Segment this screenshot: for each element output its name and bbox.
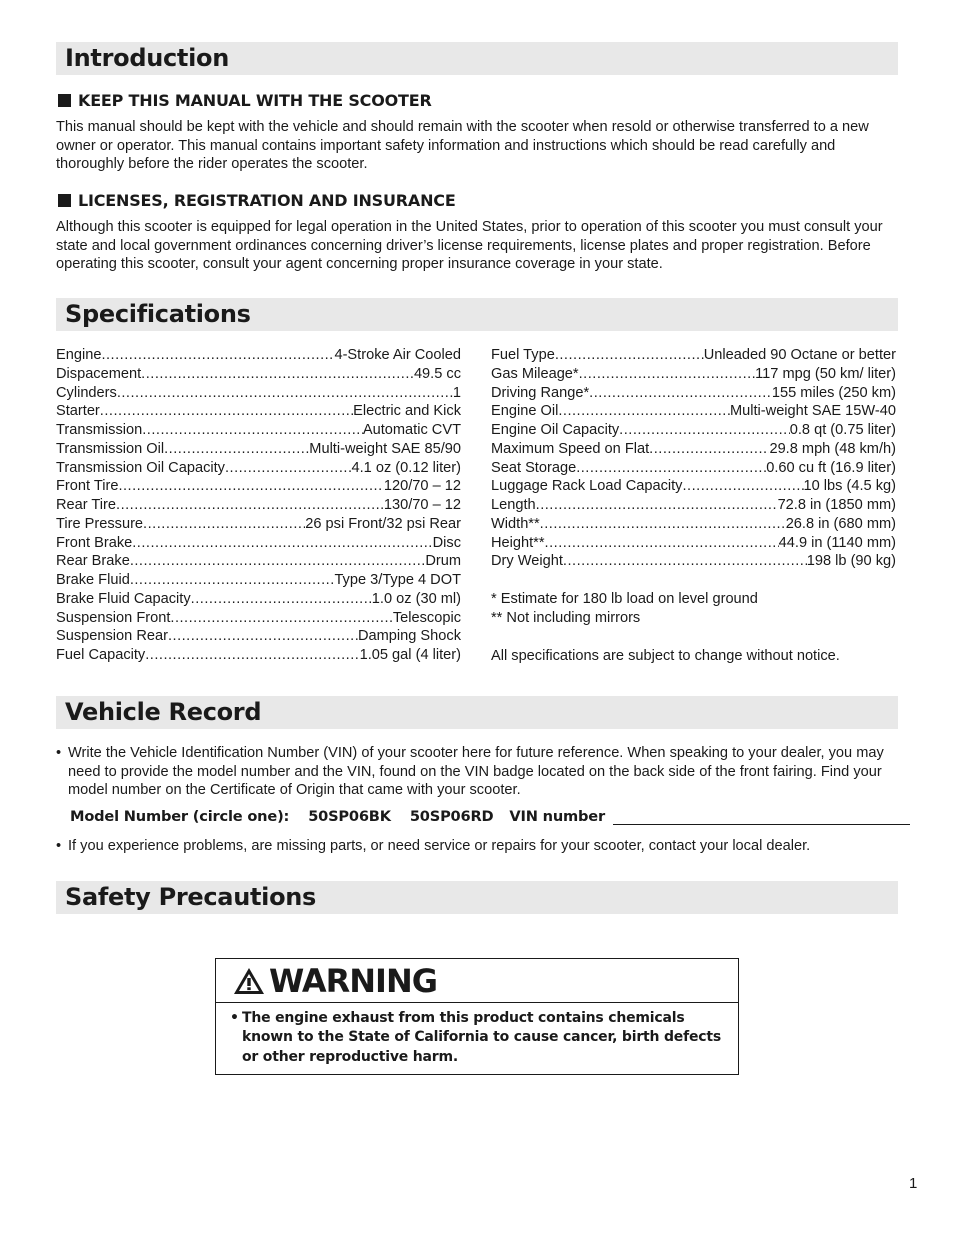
spec-row <box>491 402 896 421</box>
spec-leader-dots <box>117 384 453 403</box>
spec-value: Disc <box>432 534 461 551</box>
spec-label: Suspension Rear <box>56 628 168 645</box>
spec-row <box>56 609 461 628</box>
warning-box <box>215 958 739 1075</box>
bullet-glyph: • <box>56 838 62 854</box>
spec-leader-dots <box>563 552 807 571</box>
spec-label: Engine Oil <box>491 403 559 420</box>
spec-row <box>56 365 461 384</box>
spec-value: 120/70 – 12 <box>383 478 461 495</box>
spec-value: 155 miles (250 km) <box>771 384 896 401</box>
spec-leader-dots <box>545 534 779 553</box>
spec-leader-dots <box>589 384 772 403</box>
spec-row <box>491 534 896 553</box>
spec-value: Type 3/Type 4 DOT <box>334 572 461 588</box>
spec-row <box>56 384 461 403</box>
spec-leader-dots <box>191 590 372 609</box>
spec-value: Electric and Kick <box>353 403 461 420</box>
spec-label: Engine Oil Capacity <box>491 422 620 438</box>
safety-header <box>56 881 898 914</box>
spec-leader-dots <box>576 459 766 478</box>
spec-label: Dispacement <box>56 365 142 382</box>
spec-row <box>491 346 896 365</box>
warning-body <box>216 1003 738 1067</box>
spec-label: Transmission Oil <box>56 440 165 457</box>
spec-row <box>491 459 896 478</box>
warning-text: The engine exhaust from this product contains chemicals known to the State of California to cause cancer, birth defects or other reproductive harm. <box>242 1010 721 1065</box>
service-note <box>56 837 892 856</box>
spec-value: 1.0 oz (30 ml) <box>371 590 461 607</box>
spec-row <box>491 496 896 515</box>
spec-label: Luggage Rack Load Capacity <box>491 478 683 495</box>
spec-label: Brake Fluid <box>56 572 130 588</box>
spec-label: Dry Weight <box>491 553 563 570</box>
spec-label: Starter <box>56 403 100 420</box>
keep-manual-text: This manual should be kept with the vehicle and should remain with the scooter when resold or otherwise transferred to a new owner or operator. This manual contains important safety information and instructions which should be read carefully and thoroughly before the rider operates the scooter. <box>56 119 869 173</box>
spec-row <box>56 402 461 421</box>
spec-row <box>491 421 896 440</box>
model-option-black: 50SP06BK <box>308 808 391 825</box>
spec-value: 26.8 in (680 mm) <box>785 515 896 532</box>
specifications-title: Specifications <box>65 300 251 328</box>
spec-value: Automatic CVT <box>362 422 461 438</box>
introduction-title: Introduction <box>65 44 229 72</box>
square-bullet-icon <box>58 94 71 107</box>
warning-triangle-icon <box>232 966 266 996</box>
spec-row <box>56 421 461 440</box>
spec-row <box>56 552 461 571</box>
vin-write-in-line <box>613 808 910 825</box>
spec-label: Tire Pressure <box>56 515 144 532</box>
spec-value: 4-Stroke Air Cooled <box>334 347 461 363</box>
vehicle-record-header <box>56 696 898 729</box>
spec-leader-dots <box>682 477 803 496</box>
spec-leader-dots <box>145 646 359 665</box>
spec-value: 130/70 – 12 <box>383 497 461 513</box>
spec-label: Maximum Speed on Flat <box>491 440 650 457</box>
service-note-text: If you experience problems, are missing parts, or need service or repairs for your scooter, contact your local dealer. <box>68 838 811 854</box>
spec-row <box>56 590 461 609</box>
spec-label: Brake Fluid Capacity <box>56 590 191 607</box>
spec-label: Fuel Type <box>491 347 555 363</box>
spec-label: Seat Storage <box>491 459 577 476</box>
model-number-line <box>70 808 929 825</box>
spec-label: Rear Brake <box>56 553 130 570</box>
spec-row <box>56 346 461 365</box>
spec-leader-dots <box>118 477 383 496</box>
spec-leader-dots <box>143 515 305 534</box>
square-bullet-icon <box>58 194 71 207</box>
spec-value: Multi-weight SAE 15W-40 <box>729 403 896 420</box>
spec-value: Drum <box>425 553 461 570</box>
spec-value: 29.8 mph (48 km/h) <box>769 440 896 457</box>
specifications-header <box>56 298 898 331</box>
spec-value: 26 psi Front/32 psi Rear <box>305 515 461 532</box>
spec-list-left <box>56 346 461 665</box>
spec-value: 1.05 gal (4 liter) <box>359 647 461 663</box>
spec-leader-dots <box>579 365 756 384</box>
spec-label: Driving Range* <box>491 384 590 401</box>
spec-leader-dots <box>100 402 353 421</box>
spec-value: 44.9 in (1140 mm) <box>778 534 896 551</box>
spec-leader-dots <box>540 515 786 534</box>
model-number-label: Model Number (circle one): <box>70 808 290 825</box>
spec-value: 0.60 cu ft (16.9 liter) <box>766 459 896 476</box>
vin-label: VIN number <box>509 808 605 825</box>
spec-leader-dots <box>555 346 704 365</box>
warning-header <box>216 959 738 1003</box>
spec-value: 49.5 cc <box>413 365 461 382</box>
spec-leader-dots <box>132 534 432 553</box>
spec-value: Damping Shock <box>357 628 461 645</box>
spec-leader-dots <box>168 627 358 646</box>
spec-value: 10 lbs (4.5 kg) <box>803 478 896 495</box>
spec-label: Length <box>491 497 536 513</box>
spec-row <box>56 571 461 590</box>
spec-label: Gas Mileage* <box>491 365 579 382</box>
spec-leader-dots <box>116 496 384 515</box>
warning-word: WARNING <box>269 961 437 1000</box>
spec-label: Transmission <box>56 422 143 438</box>
spec-list-right <box>491 346 896 571</box>
spec-leader-dots <box>141 365 414 384</box>
spec-label: Rear Tire <box>56 497 117 513</box>
licenses-text: Although this scooter is equipped for legal operation in the United States, prior to operation of this scooter you must consult your state and local government ordinances concerning driver’s license requirements, license plates and proper registration. Before operating this scooter, consult your agent concerning proper insurance coverage in your state. <box>56 219 883 273</box>
spec-leader-dots <box>170 609 392 628</box>
spec-label: Front Tire <box>56 478 119 495</box>
spec-label: Height** <box>491 534 545 551</box>
spec-label: Width** <box>491 515 540 532</box>
spec-value: 1 <box>452 384 461 401</box>
spec-value: Telescopic <box>392 609 461 626</box>
vin-instructions <box>56 744 892 800</box>
vehicle-record-title: Vehicle Record <box>65 698 262 726</box>
spec-row <box>56 515 461 534</box>
spec-label: Engine <box>56 347 102 363</box>
page-number: 1 <box>909 1175 918 1192</box>
spec-leader-dots <box>164 440 309 459</box>
spec-value: 4.1 oz (0.12 liter) <box>351 459 461 476</box>
spec-label: Transmission Oil Capacity <box>56 459 225 476</box>
spec-row <box>491 384 896 403</box>
spec-row <box>491 440 896 459</box>
spec-label: Cylinders <box>56 384 117 401</box>
spec-label: Front Brake <box>56 534 133 551</box>
spec-value: 198 lb (90 kg) <box>806 553 896 570</box>
spec-leader-dots <box>536 496 778 515</box>
spec-row <box>56 534 461 553</box>
spec-leader-dots <box>558 402 730 421</box>
spec-leader-dots <box>649 440 769 459</box>
safety-title: Safety Precautions <box>65 883 317 911</box>
vin-instructions-text: Write the Vehicle Identification Number (VIN) of your scooter here for future reference. When speaking to your dealer, you may need to provide the model number and the VIN, found on the VIN badge located on the back side of the front fairing. Find your model number on the Certificate of Origin that came with your scooter. <box>68 745 884 799</box>
spec-value: 72.8 in (1850 mm) <box>777 497 896 513</box>
spec-leader-dots <box>130 571 335 590</box>
spec-value: Multi-weight SAE 85/90 <box>309 440 461 457</box>
spec-leader-dots <box>130 552 426 571</box>
spec-row <box>56 646 461 665</box>
licenses-heading-text: LICENSES, REGISTRATION AND INSURANCE <box>78 191 456 210</box>
spec-leader-dots <box>619 421 790 440</box>
model-option-red: 50SP06RD <box>409 808 494 825</box>
spec-note-estimate: * Estimate for 180 lb load on level ground <box>491 591 758 607</box>
bullet-glyph: • <box>56 745 62 761</box>
spec-value: 117 mpg (50 km/ liter) <box>755 365 896 382</box>
spec-leader-dots <box>142 421 363 440</box>
spec-row <box>491 365 896 384</box>
spec-row <box>491 515 896 534</box>
spec-row <box>56 477 461 496</box>
spec-value: Unleaded 90 Octane or better <box>703 347 896 363</box>
keep-manual-heading-text: KEEP THIS MANUAL WITH THE SCOOTER <box>78 91 432 110</box>
spec-leader-dots <box>225 459 352 478</box>
spec-row <box>56 496 461 515</box>
spec-row <box>491 477 896 496</box>
spec-value: 0.8 qt (0.75 liter) <box>789 422 896 438</box>
spec-row <box>56 440 461 459</box>
spec-row <box>56 627 461 646</box>
spec-row <box>56 459 461 478</box>
spec-row <box>491 552 896 571</box>
spec-note-mirrors: ** Not including mirrors <box>491 610 641 626</box>
bullet-glyph: • <box>230 1010 239 1026</box>
spec-note-change: All specifications are subject to change without notice. <box>491 648 840 664</box>
keep-manual-heading <box>58 91 432 110</box>
spec-leader-dots <box>101 346 334 365</box>
licenses-heading <box>58 191 456 210</box>
spec-label: Fuel Capacity <box>56 647 146 663</box>
introduction-header <box>56 42 898 75</box>
spec-label: Suspension Front <box>56 609 171 626</box>
